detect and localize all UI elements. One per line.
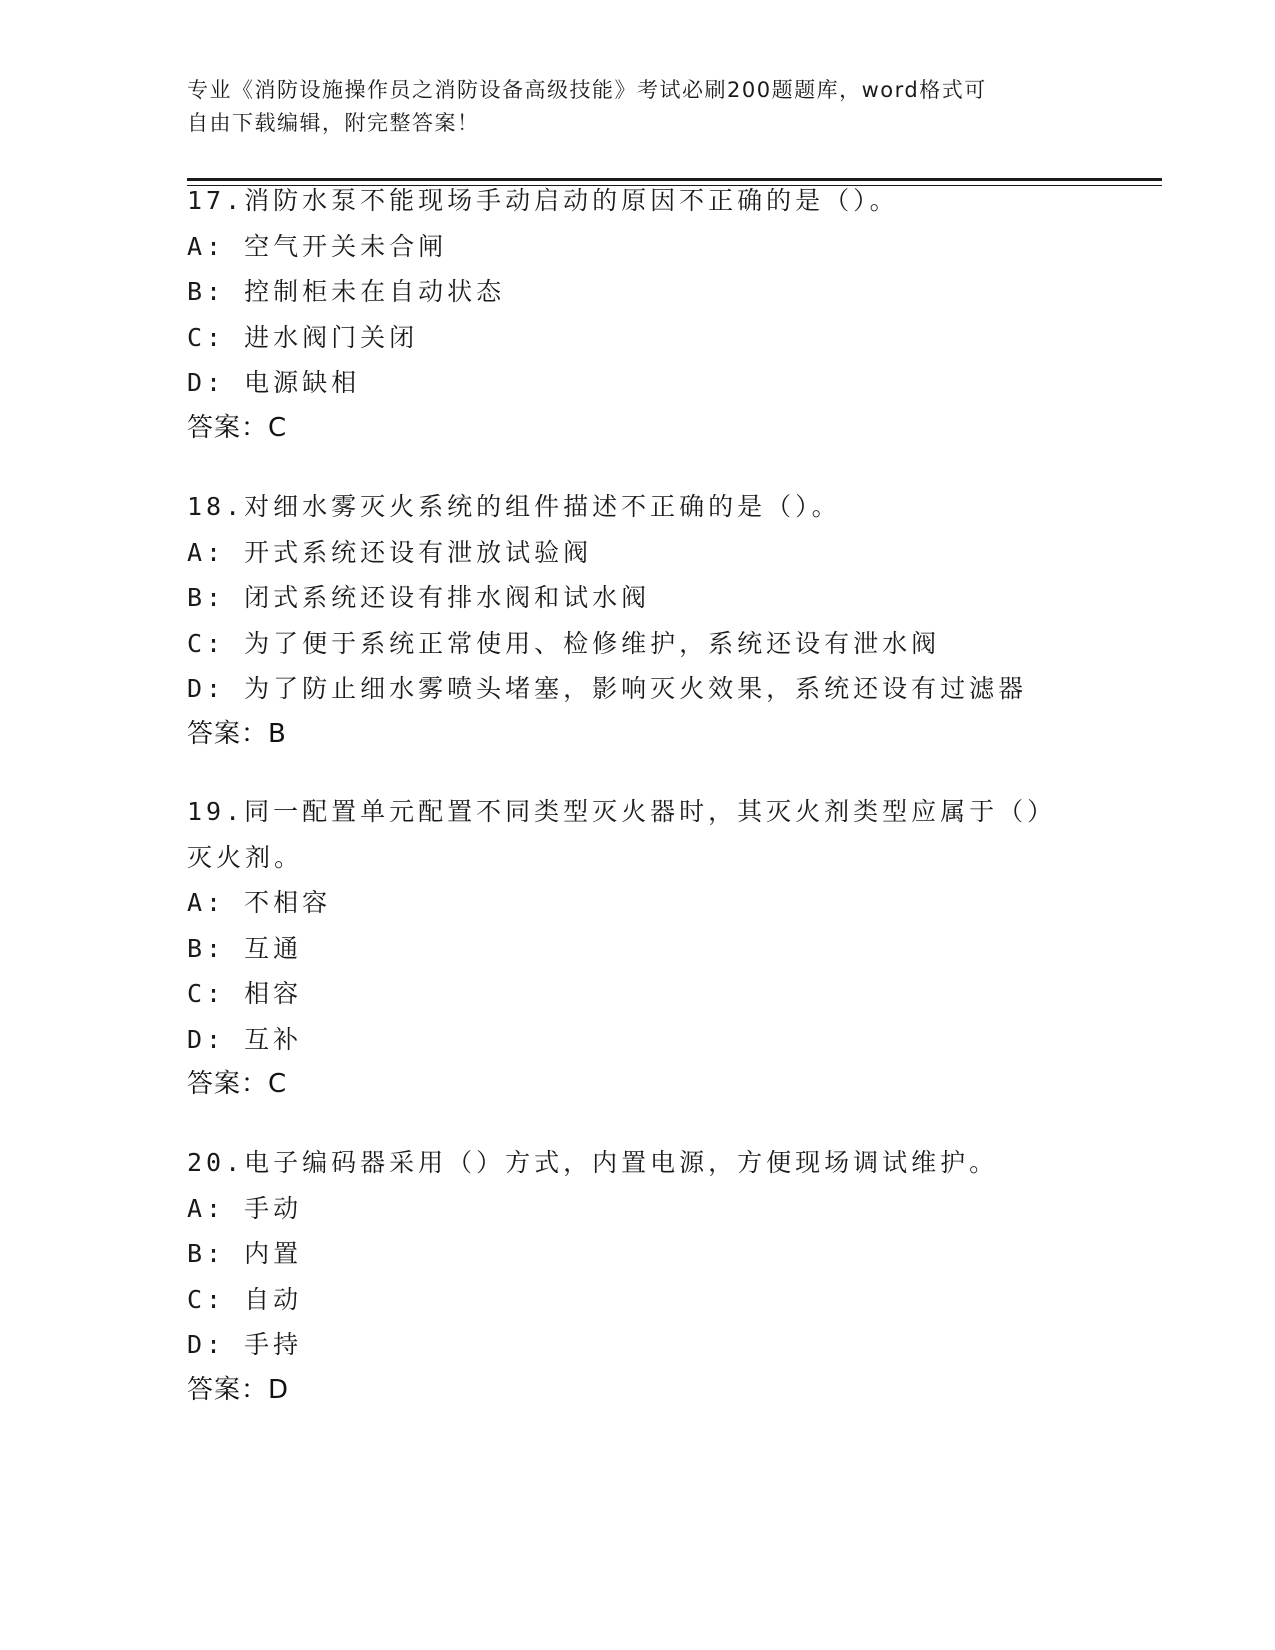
option-b: B: 互通 [187, 933, 303, 963]
header-line-1: 专业《消防设施操作员之消防设备高级技能》考试必刷200题题库，word格式可 [187, 78, 987, 102]
option-c: C: 自动 [187, 1284, 303, 1314]
option-c: C: 相容 [187, 979, 303, 1008]
option-a: A: 开式系统还设有泄放试验阀 [187, 537, 593, 567]
option-d: D: 互补 [187, 1024, 303, 1054]
question-stem: 20.电子编码器采用（）方式，内置电源，方便现场调试维护。 [187, 1148, 999, 1177]
option-b: B: 内置 [187, 1239, 303, 1268]
question-18 [187, 484, 1087, 757]
answer-label: 答案：C [187, 412, 288, 443]
option-b: B: 控制柜未在自动状态 [187, 277, 506, 306]
question-stem: 19.同一配置单元配置不同类型灭火器时，其灭火剂类型应属于（）灭火剂。 [187, 797, 1057, 872]
question-20 [187, 1140, 1087, 1413]
option-d: D: 电源缺相 [187, 368, 361, 397]
answer-label: 答案：C [187, 1069, 288, 1099]
option-c: C: 进水阀门关闭 [187, 322, 419, 352]
option-c: C: 为了便于系统正常使用、检修维护，系统还设有泄水阀 [187, 628, 941, 658]
document-header [187, 74, 1087, 140]
option-a: A: 不相容 [187, 888, 332, 917]
question-stem: 17.消防水泵不能现场手动启动的原因不正确的是（）。 [187, 186, 899, 215]
option-d: D: 手持 [187, 1330, 303, 1359]
option-d: D: 为了防止细水雾喷头堵塞，影响灭火效果，系统还设有过滤器 [187, 674, 1028, 703]
answer-label: 答案：D [187, 1374, 290, 1405]
answer-label: 答案：B [187, 718, 287, 749]
option-a: A: 空气开关未合闸 [187, 231, 448, 261]
header-line-2: 自由下载编辑，附完整答案！ [187, 111, 480, 135]
question-19 [187, 789, 1087, 1108]
option-a: A: 手动 [187, 1193, 303, 1223]
question-17 [187, 178, 1087, 451]
question-stem: 18.对细水雾灭火系统的组件描述不正确的是（）。 [187, 492, 841, 521]
option-b: B: 闭式系统还设有排水阀和试水阀 [187, 583, 651, 612]
